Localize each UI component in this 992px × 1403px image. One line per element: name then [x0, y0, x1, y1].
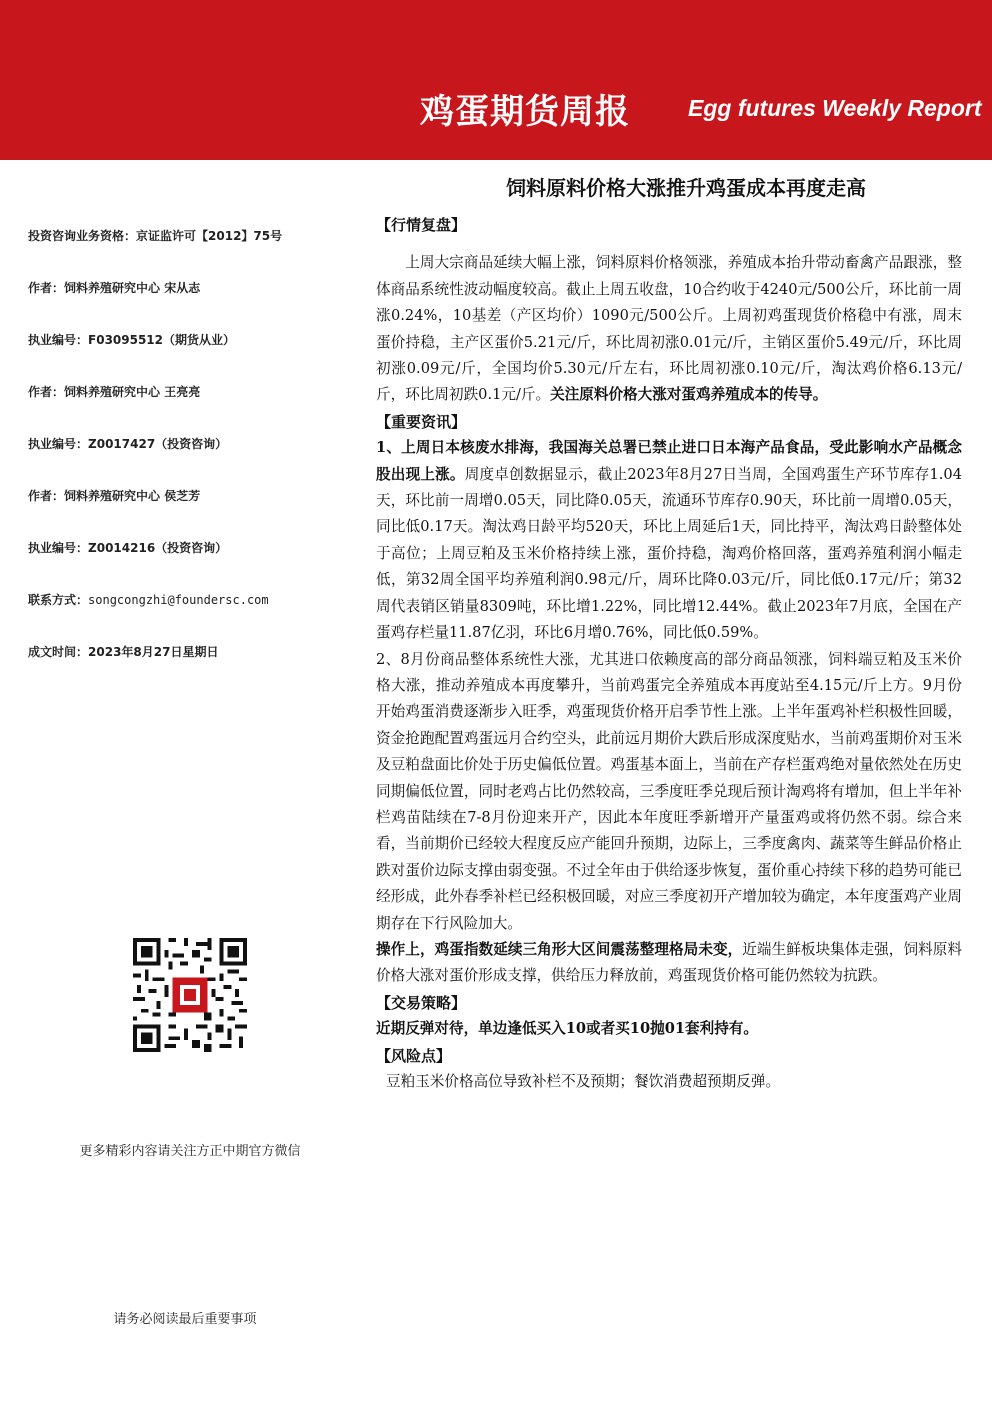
header-title-en: Egg futures Weekly Report [688, 95, 982, 121]
report-title: 饲料原料价格大涨推升鸡蛋成本再度走高 [506, 176, 866, 200]
section-heading-risk: 【风险点】 [376, 1046, 452, 1065]
meta-contact: 联系方式：songcongzhi@foundersc.com [28, 593, 269, 607]
meta-author: 作者：饲料养殖研究中心 王亮亮 [28, 385, 201, 399]
operation-advice: 操作上，鸡蛋指数延续三角形大区间震荡整理格局未变，近端生鲜板块集体走强，饲料原料价格大涨对蛋价形成支撑，供给压力释放前，鸡蛋现货价格可能仍然较为抗跌。 [376, 940, 962, 985]
wechat-qr-code-icon [133, 938, 247, 1052]
meta-license-number: 执业编号：Z0017427（投资咨询） [28, 437, 228, 451]
section-heading-news: 【重要资讯】 [376, 412, 467, 431]
report-header-banner [0, 0, 992, 160]
strategy-text: 近期反弹对待，单边逢低买入10或者买10抛01套利持有。 [376, 1020, 758, 1038]
risk-text: 豆粕玉米价格高位导致补栏不及预期；餐饮消费超预期反弹。 [386, 1073, 781, 1090]
meta-author: 作者：饲料养殖研究中心 宋从志 [28, 281, 201, 295]
market-review-paragraph: 上周大宗商品延续大幅上涨，饲料原料价格领涨，养殖成本抬升带动畜禽产品跟涨，整体商品系统性波动幅度较高。截止上周五收盘，10合约收于4240元/500公斤，环比前一周涨0.24%，10基差（产区均价）1090元/500公斤。上周初鸡蛋现货价格稳中有涨，周末蛋价持稳，主产区蛋价5.21元/斤，环比周初涨0.01元/斤，主销区蛋价5.49元/斤，环比周初涨0.09元/斤，全国均价5.30元/斤左右，环比周初涨0.10元/斤，淘汰鸡价格6.13元/斤，环比周初跌0.1元/斤。关注原料价格大涨对蛋鸡养殖成本的传导。 [376, 254, 962, 404]
section-heading-market-review: 【行情复盘】 [376, 216, 467, 234]
meta-date: 成文时间：2023年8月27日星期日 [28, 645, 219, 659]
meta-license-number: 执业编号：Z0014216（投资咨询） [28, 541, 228, 555]
qr-caption: 更多精彩内容请关注方正中期官方微信 [79, 1144, 301, 1159]
news-item-2: 2、8月份商品整体系统性大涨，尤其进口依赖度高的部分商品领涨，饲料端豆粕及玉米价格大涨，推动养殖成本再度攀升，当前鸡蛋完全养殖成本再度站至4.15元/斤上方。9月份开始鸡蛋消费逐渐步入旺季，鸡蛋现货价格开启季节性上涨。上半年蛋鸡补栏积极性回暖，资金抢跑配置鸡蛋远月合约空头，此前远月期价大跌后形成深度贴水，当前鸡蛋期价对玉米及豆粕盘面比价处于历史偏低位置。鸡蛋基本面上，当前在产存栏蛋鸡绝对量依然处在历史同期偏低位置，同时老鸡占比仍然较高，三季度旺季兑现后预计淘鸡将有增加，但上半年补栏鸡苗陆续在7-8月份迎来开产，因此本年度旺季新增开产量蛋鸡或将仍然不弱。综合来看，当前期价已经较大程度反应产能回升预期，边际上，三季度禽肉、蔬菜等生鲜品价格止跌对蛋价边际支撑由弱变强。不过全年由于供给逐步恢复，蛋价重心持续下移的趋势可能已经形成，此外春季补栏已经积极回暖，对应三季度初开产增加较为确定，本年度蛋鸡产业周期存在下行风险加大。 [376, 650, 962, 932]
important-notice: 请务必阅读最后重要事项 [113, 1312, 257, 1327]
meta-license-number: 执业编号：F03095512（期货从业） [28, 333, 236, 347]
meta-author: 作者：饲料养殖研究中心 侯芝芳 [28, 489, 201, 503]
section-heading-strategy: 【交易策略】 [376, 993, 467, 1012]
report-body [376, 212, 962, 1095]
news-item-1: 1、上周日本核废水排海，我国海关总署已禁止进口日本海产品食品，受此影响水产品概念股出现上涨。周度卓创数据显示，截止2023年8月27日当周，全国鸡蛋生产环节库存1.04天，环比前一周增0.05天，同比降0.05天，流通环节库存0.90天，环比前一周增0.05天，同比低0.17天。淘汰鸡日龄平均520天，环比上周延后1天，同比持平，淘汰鸡日龄整体处于高位；上周豆粕及玉米价格持续上涨，蛋价持稳，淘鸡价格回落，蛋鸡养殖利润小幅走低，第32周全国平均养殖利润0.98元/斤，周环比降0.03元/斤，同比低0.17元/斤；第32周代表销区销量8309吨，环比增1.22%，同比增12.44%。截止2023年7月底，全国在产蛋鸡存栏量11.87亿羽，环比6月增0.76%，同比低0.59%。 [376, 439, 962, 642]
header-title-cn: 鸡蛋期货周报 [420, 92, 630, 132]
meta-qualification: 投资咨询业务资格：京证监许可【2012】75号 [28, 229, 283, 243]
contact-email[interactable]: songcongzhi@foundersc.com [88, 593, 269, 607]
